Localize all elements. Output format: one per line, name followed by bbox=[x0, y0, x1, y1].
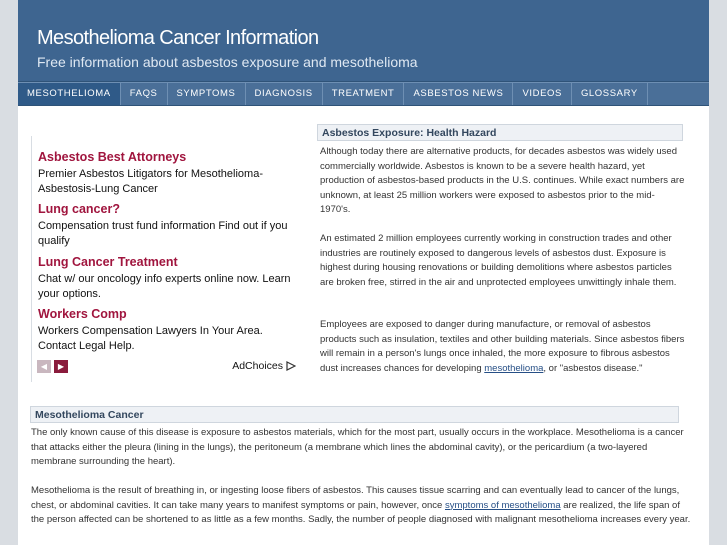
chevron-left-icon[interactable]: ◀ bbox=[37, 360, 51, 373]
mesothelioma-paragraph-2 bbox=[31, 484, 691, 528]
site-tagline: Free information about asbestos exposure and mesothelioma bbox=[37, 54, 418, 70]
nav-item-asbestos-news[interactable]: ASBESTOS NEWS bbox=[404, 83, 513, 105]
nav-item-glossary[interactable]: GLOSSARY bbox=[572, 83, 648, 105]
adchoices-label: AdChoices bbox=[232, 360, 283, 372]
ad-item bbox=[38, 306, 299, 354]
exposure-paragraph-3-text: Employees are exposed to danger during manufacture, or removal of asbestos products such as insulation, textiles and other building materials. Since asbestos fibers will remain in a person's lungs once inhaled, the more exposure to fibrous asbestos dust increases chances for developing bbox=[320, 319, 685, 374]
nav-item-faqs[interactable]: FAQS bbox=[121, 83, 168, 105]
adchoices-link[interactable] bbox=[232, 360, 296, 372]
ad-pagination bbox=[37, 360, 68, 373]
ad-item bbox=[38, 149, 299, 197]
ad-description: Chat w/ our oncology info experts online now. Learn your options. bbox=[38, 273, 291, 300]
ad-description: Premier Asbestos Litigators for Mesothelioma-Asbestosis-Lung Cancer bbox=[38, 168, 263, 195]
site-header bbox=[18, 0, 709, 82]
exposure-paragraph-2: An estimated 2 million employees currently working in construction trades and other industries are routinely exposed to dangerous levels of asbestos dust. Exposure is highest during housing renovations or building demolitions where asbestos particles are broken free, stirred in the air and unprotected employees unwittingly inhale them. bbox=[320, 233, 677, 288]
page-frame bbox=[18, 0, 709, 545]
mesothelioma-paragraph-1: The only known cause of this disease is exposure to asbestos materials, which for the most part, usually occurs in the workplace. Mesothelioma is a cancer that attacks either the pleura (lining in the lungs), the peritoneum (a membrane which lines the abdominal cavity), or the pericardium (a two-layered membrane surrounding the heart). bbox=[31, 427, 684, 467]
main-nav bbox=[18, 82, 709, 106]
chevron-right-icon[interactable]: ▶ bbox=[54, 360, 68, 373]
ad-item bbox=[38, 201, 299, 249]
mesothelioma-heading: Mesothelioma Cancer bbox=[30, 406, 679, 423]
nav-item-treatment[interactable]: TREATMENT bbox=[323, 83, 405, 105]
adchoices-icon bbox=[286, 361, 296, 371]
exposure-paragraph-1: Although today there are alternative products, for decades asbestos was widely used commercially worldwide. Asbestos is known to be a severe health hazard, yet production of asbestos-based products in the U.S. continues. While exact numbers are unknown, at least 25 million workers were exposed to asbestos prior to the mid-1970's. bbox=[320, 146, 685, 215]
ad-description: Compensation trust fund information Find out if you qualify bbox=[38, 220, 288, 247]
nav-item-diagnosis[interactable]: DIAGNOSIS bbox=[246, 83, 323, 105]
mesothelioma-paragraph-2-end: are realized, the life span of the person affected can be shortened to as little as a few months. Sadly, the number of people diagnosed with malignant mesothelioma increases every year. bbox=[31, 499, 691, 525]
nav-item-symptoms[interactable]: SYMPTOMS bbox=[168, 83, 246, 105]
symptoms-of-mesothelioma-link[interactable]: symptoms of mesothelioma bbox=[444, 499, 561, 511]
ad-title-link[interactable]: Workers Comp bbox=[38, 307, 127, 321]
mesothelioma-link[interactable]: mesothelioma bbox=[484, 362, 544, 374]
site-title[interactable]: Mesothelioma Cancer Information bbox=[37, 27, 319, 49]
ad-description: Workers Compensation Lawyers In Your Area. Contact Legal Help. bbox=[38, 325, 263, 352]
ad-title-link[interactable]: Asbestos Best Attorneys bbox=[38, 150, 187, 164]
nav-item-videos[interactable]: VIDEOS bbox=[513, 83, 572, 105]
ad-item bbox=[38, 254, 299, 302]
ad-title-link[interactable]: Lung Cancer Treatment bbox=[38, 255, 178, 269]
ad-box bbox=[31, 136, 299, 382]
exposure-paragraph-3 bbox=[320, 318, 685, 376]
nav-item-mesothelioma[interactable]: MESOTHELIOMA bbox=[18, 83, 121, 105]
mesothelioma-paragraph-2-text: Mesothelioma is the result of breathing in, or ingesting loose fibers of asbestos. This causes tissue scarring and can eventually lead to cancer of the lungs, chest, or abdominal cavities. It can take many years to manifest symptoms or pain, however, once bbox=[31, 485, 680, 511]
exposure-paragraph-3-end: , or "asbestos disease." bbox=[543, 362, 643, 374]
exposure-heading: Asbestos Exposure: Health Hazard bbox=[317, 124, 683, 141]
ad-title-link[interactable]: Lung cancer? bbox=[38, 202, 120, 216]
